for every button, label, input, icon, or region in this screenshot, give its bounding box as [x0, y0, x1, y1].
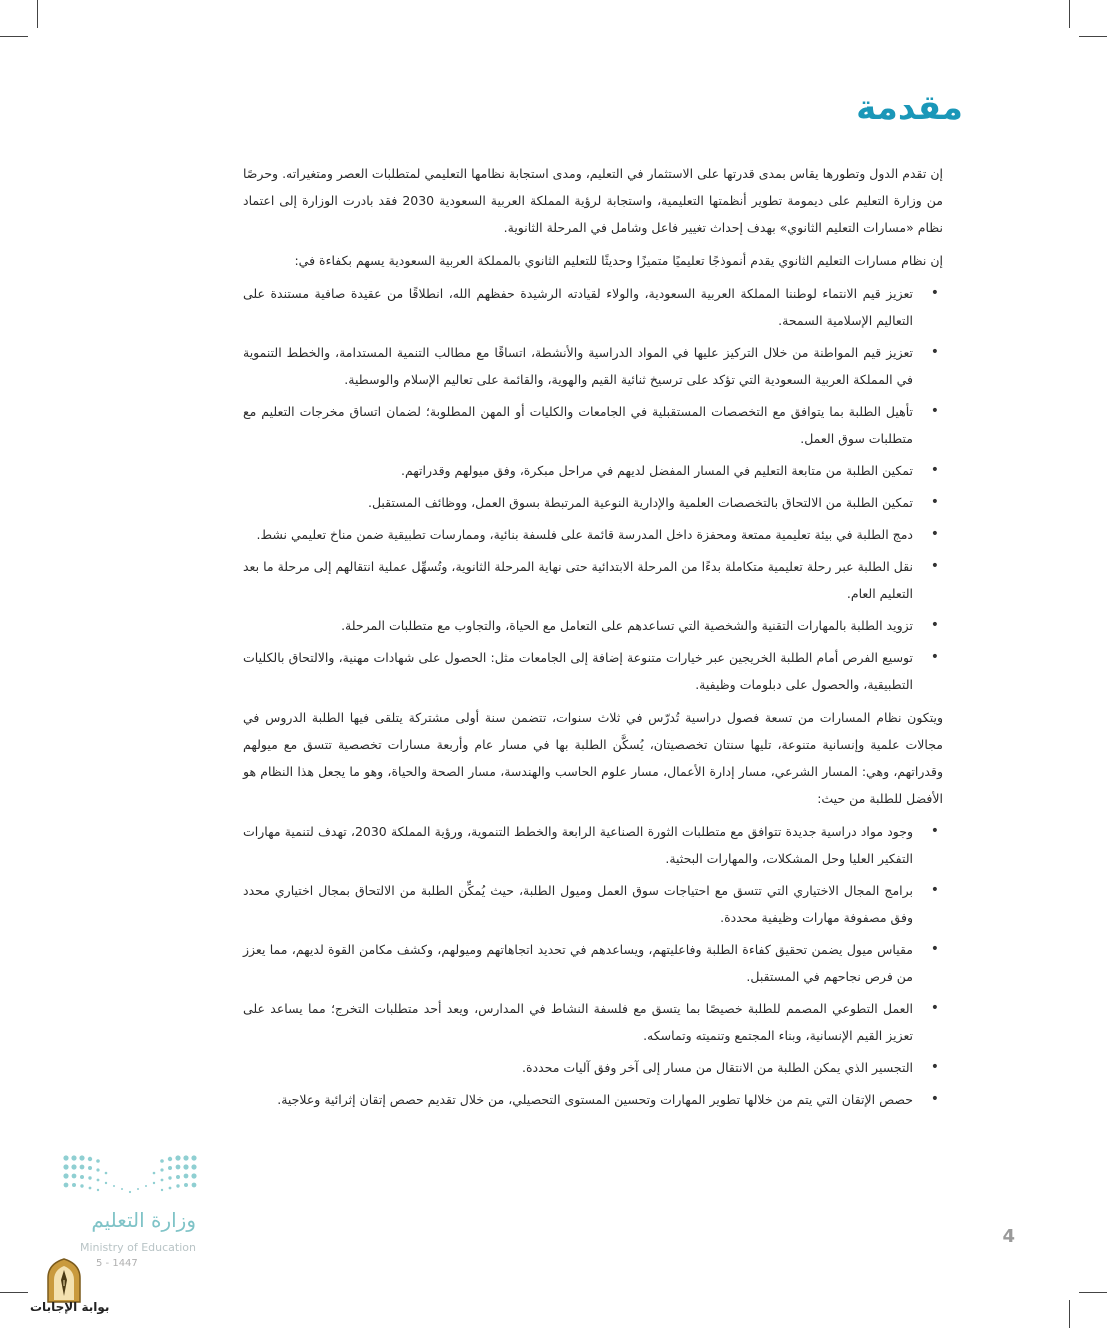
goal-item [243, 398, 943, 452]
crop-mark-top-right-v [1069, 0, 1070, 28]
crop-mark-top-left-v [37, 0, 38, 28]
crop-mark-bottom-right-v [1069, 1300, 1070, 1328]
advantage-text: وجود مواد دراسية جديدة تتوافق مع متطلبات الثورة الصناعية الرابعة والخطط التنموية، ورؤية المملكة 2030، تهدف لتنمية مهارات التفكير العليا وحل المشكلات، والمهارات البحثية. [243, 824, 913, 866]
goal-text: توسيع الفرص أمام الطلبة الخريجين عبر خيارات متنوعة إضافة إلى الجامعات مثل: الحصول على شهادات مهنية، والالتحاق بالكليات التطبيقية، والحصول على دبلومات وظيفية. [243, 650, 913, 692]
bullet-icon: • [930, 462, 939, 478]
goal-item [243, 521, 943, 548]
bullet-icon: • [930, 494, 939, 510]
bullet-icon: • [930, 526, 939, 542]
advantages-list [243, 818, 943, 1113]
goal-text: تمكين الطلبة من الالتحاق بالتخصصات العلمية والإدارية النوعية المرتبطة بسوق العمل، ووظائف المستقبل. [367, 495, 913, 510]
goal-text: تمكين الطلبة من متابعة التعليم في المسار المفضل لديهم في مراحل مبكرة، وفق ميولهم وقدراتهم. [400, 463, 913, 478]
goal-text: تعزيز قيم المواطنة من خلال التركيز عليها في المواد الدراسية والأنشطة، اتساقًا مع مطالب التنمية المستدامة، والخطط التنموية في المملكة العربية السعودية التي تؤكد على ترسيخ ثنائية القيم والهوية، والقائمة على تعاليم الإسلام والوسطية. [243, 345, 913, 387]
bullet-icon: • [930, 649, 939, 665]
bullet-icon: • [930, 344, 939, 360]
goal-text: تأهيل الطلبة بما يتوافق مع التخصصات المستقبلية في الجامعات والكليات أو المهن المطلوبة؛ لضمان اتساق مخرجات التعليم مع متطلبات سوق العمل. [243, 404, 913, 446]
goal-item [243, 612, 943, 639]
advantage-item [243, 936, 943, 990]
goal-text: تزويد الطلبة بالمهارات التقنية والشخصية التي تساعدهم على التعامل مع الحياة، والتجاوب مع متطلبات المرحلة. [341, 618, 913, 633]
advantage-text: برامج المجال الاختياري التي تتسق مع احتياجات سوق العمل وميول الطلبة، حيث يُمكِّن الطلبة من الالتحاق بمجال اختياري محدد وفق مصفوفة مهارات وظيفية محددة. [243, 883, 913, 925]
page-title: مقدمة [856, 88, 963, 128]
bullet-icon: • [930, 403, 939, 419]
advantage-item [243, 877, 943, 931]
ministry-name-arabic: وزارة التعليم [91, 1208, 196, 1232]
goal-text: تعزيز قيم الانتماء لوطننا المملكة العربية السعودية، والولاء لقيادته الرشيدة حفظهم الله، انطلاقًا من عقيدة صافية مستندة على التعاليم الإسلامية السمحة. [243, 286, 913, 328]
goal-item [243, 339, 943, 393]
portal-emblem-icon [44, 1256, 84, 1304]
ministry-name-english: Ministry of Education [79, 1241, 196, 1254]
advantage-item [243, 995, 943, 1049]
bullet-icon: • [930, 882, 939, 898]
advantage-text: العمل التطوعي المصمم للطلبة خصيصًا بما يتسق مع فلسفة النشاط في المدارس، ويعد أحد متطلبات التخرج؛ مما يساعد على تعزيز القيم الإنسانية، وبناء المجتمع وتنميته وتماسكه. [243, 1001, 913, 1043]
bullet-icon: • [930, 941, 939, 957]
page-number: 4 [1002, 1226, 1015, 1247]
bullet-icon: • [930, 823, 939, 839]
goal-text: دمج الطلبة في بيئة تعليمية ممتعة ومحفزة داخل المدرسة قائمة على فلسفة بنائية، وممارسات تطبيقية ضمن مناخ تعليمي نشط. [256, 527, 913, 542]
goal-item [243, 280, 943, 334]
intro-paragraph-2: إن نظام مسارات التعليم الثانوي يقدم أنموذجًا تعليميًا متميزًا وحديثًا للتعليم الثانوي بالمملكة العربية السعودية يسهم بكفاءة في: [294, 253, 943, 268]
goal-text: نقل الطلبة عبر رحلة تعليمية متكاملة بدءًا من المرحلة الابتدائية حتى نهاية المرحلة الثانوية، وتُسهِّل عملية انتقالهم إلى مرحلة ما بعد التعليم العام. [243, 559, 913, 601]
system-paragraph: ويتكون نظام المسارات من تسعة فصول دراسية تُدرّس في ثلاث سنوات، تتضمن سنة أولى مشتركة يتلقى فيها الطلبة الدروس في مجالات علمية وإنسانية متنوعة، تليها سنتان تخصصيتان، يُسكَّن الطلبة بها في مسار عام وأربعة مسارات تخصصية تتسق مع ميولهم وقدراتهم، وهي: المسار الشرعي، مسار إدارة الأعمال، مسار علوم الحاسب والهندسة، مسار الصحة والحياة، وهو ما يجعل هذا النظام هو الأفضل للطلبة من حيث: [243, 710, 943, 806]
bullet-icon: • [930, 1000, 939, 1016]
advantage-text: حصص الإتقان التي يتم من خلالها تطوير المهارات وتحسين المستوى التحصيلي، من خلال تقديم حصص إتقان إثرائية وعلاجية. [277, 1092, 913, 1107]
bullet-icon: • [930, 1059, 939, 1075]
advantage-text: التجسير الذي يمكن الطلبة من الانتقال من مسار إلى آخر وفق آليات محددة. [522, 1060, 913, 1075]
bullet-icon: • [930, 558, 939, 574]
advantage-text: مقياس ميول يضمن تحقيق كفاءة الطلبة وفاعليتهم، ويساعدهم في تحديد اتجاهاتهم وميولهم، وكشف مكامن القوة لديهم، مما يعزز من فرص نجاحهم في المستقبل. [243, 942, 913, 984]
crop-mark-bottom-left-h [0, 1292, 28, 1293]
advantage-item [243, 1086, 943, 1113]
edition-year: 5 - 1447 [96, 1258, 138, 1269]
goal-item [243, 457, 943, 484]
crop-mark-top-right-h [1079, 36, 1107, 37]
crop-mark-bottom-right-h [1079, 1292, 1107, 1293]
advantage-item [243, 1054, 943, 1081]
advantage-item [243, 818, 943, 872]
bullet-icon: • [930, 617, 939, 633]
goal-item [243, 489, 943, 516]
bullet-icon: • [930, 285, 939, 301]
portal-label: بوابة الإجابات [30, 1300, 110, 1314]
goal-item [243, 553, 943, 607]
intro-paragraph-1: إن تقدم الدول وتطورها يقاس بمدى قدرتها على الاستثمار في التعليم، ومدى استجابة نظامها التعليمي لمتطلبات العصر ومتغيراته. وحرصًا من وزارة التعليم على ديمومة تطوير أنظمتها التعليمية، واستجابة لرؤية المملكة العربية السعودية 2030 فقد بادرت الوزارة إلى اعتماد نظام «مسارات التعليم الثانوي» بهدف إحداث تغيير فاعل وشامل في المرحلة الثانوية. [243, 166, 943, 235]
goals-list [243, 280, 943, 698]
main-content [243, 160, 943, 1119]
goal-item [243, 644, 943, 698]
bullet-icon: • [930, 1091, 939, 1107]
crop-mark-top-left-h [0, 36, 28, 37]
ministry-logo-icon [60, 1152, 200, 1202]
